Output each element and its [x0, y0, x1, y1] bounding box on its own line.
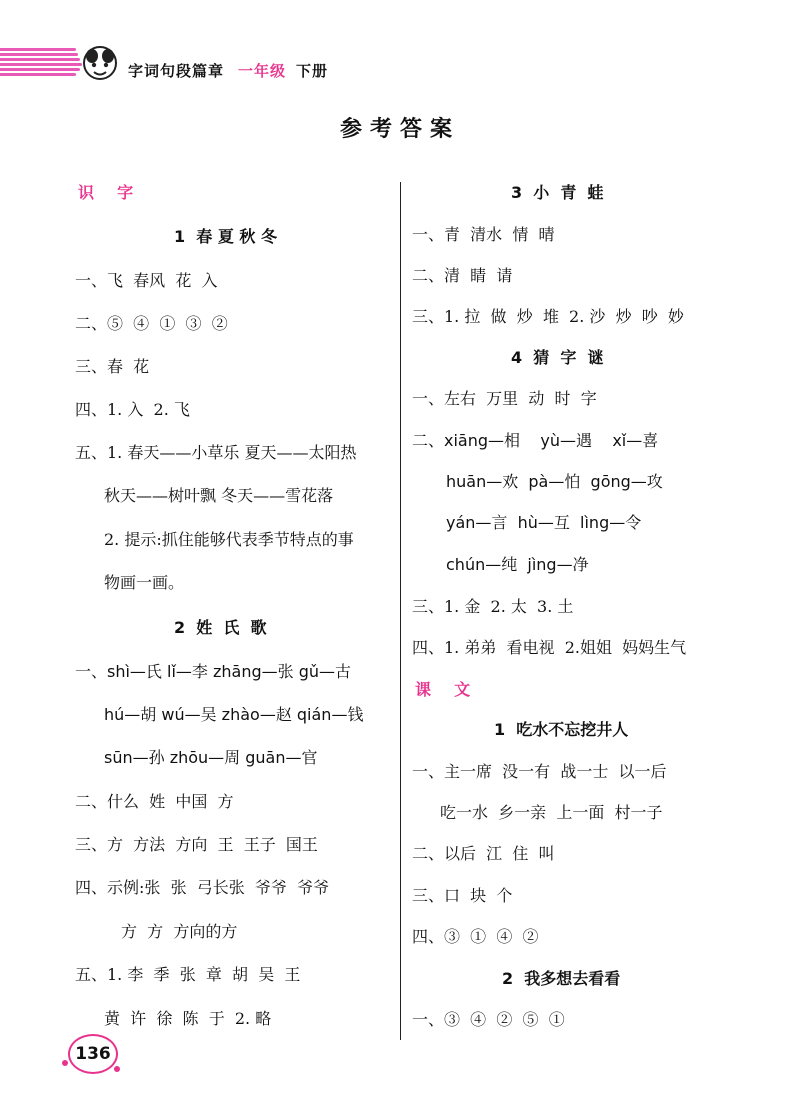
- answer-line: 五、1. 李 季 张 章 胡 吴 王: [75, 965, 301, 984]
- answer-line: 五、1. 春天——小草乐 夏天——太阳热: [75, 443, 357, 462]
- answer-line: 一、飞 春风 花 入: [75, 271, 218, 290]
- answer-line: hú—胡 wú—吴 zhào—赵 qián—钱: [104, 705, 364, 724]
- answer-line: 方 方 方向的方: [121, 922, 238, 941]
- answer-line: 四、示例:张 张 弓长张 爷爷 爷爷: [75, 878, 330, 897]
- answer-line: 三、1. 金 2. 太 3. 土: [412, 597, 574, 616]
- answer-line: huān—欢 pà—怕 gōng—攻: [446, 472, 663, 491]
- answer-line: 三、方 方法 方向 王 王子 国王: [75, 835, 318, 854]
- page-number-badge: [62, 1030, 126, 1080]
- answer-line: 一、shì—氏 lǐ—李 zhāng—张 gǔ—古: [75, 662, 352, 681]
- answer-line: 三、1. 拉 做 炒 堆 2. 沙 炒 吵 妙: [412, 307, 684, 326]
- answer-line: 一、青 清水 情 晴: [412, 225, 555, 244]
- header-decoration-stripes: [0, 48, 82, 82]
- answer-line: sūn—孙 zhōu—周 guān—官: [104, 748, 318, 767]
- answer-line: 四、③ ① ④ ②: [412, 927, 539, 946]
- answer-line: 二、清 睛 请: [412, 266, 513, 285]
- lesson-heading: 4 猜 字 谜: [511, 348, 604, 367]
- section-heading: 课 文: [415, 680, 475, 699]
- answer-line: 三、口 块 个: [412, 886, 513, 905]
- answer-line: 二、以后 江 住 叫: [412, 844, 555, 863]
- answer-line: yán—言 hù—互 lìng—令: [446, 513, 642, 532]
- answer-line: 一、左右 万里 动 时 字: [412, 389, 597, 408]
- lesson-heading: 3 小 青 蛙: [511, 183, 604, 202]
- page-title: 参考答案: [339, 116, 460, 142]
- column-divider: [400, 182, 401, 1040]
- decor-dot: [62, 1060, 68, 1066]
- lesson-heading: 2 姓 氏 歌: [174, 618, 267, 637]
- answer-line: 四、1. 入 2. 飞: [75, 400, 190, 419]
- book-grade: 一年级: [238, 62, 287, 80]
- answer-line: 四、1. 弟弟 看电视 2.姐姐 妈妈生气: [412, 638, 687, 657]
- answer-line: 秋天——树叶飘 冬天——雪花落: [104, 486, 334, 505]
- answer-line: 2. 提示:抓住能够代表季节特点的事: [104, 530, 354, 549]
- lesson-heading: 1 春 夏 秋 冬: [174, 227, 277, 246]
- answer-line: 三、春 花: [75, 357, 150, 376]
- answer-line: 二、什么 姓 中国 方: [75, 792, 234, 811]
- lesson-heading: 1 吃水不忘挖井人: [494, 720, 629, 739]
- answer-line: 黄 许 徐 陈 于 2. 略: [104, 1009, 272, 1028]
- book-series-title: 字词句段篇章: [128, 62, 225, 80]
- answer-line: 物画一画。: [104, 573, 185, 592]
- answer-line: chún—纯 jìng—净: [446, 555, 589, 574]
- decor-dot: [114, 1066, 120, 1072]
- book-header: [128, 60, 328, 81]
- answer-line: 二、xiāng—相 yù—遇 xǐ—喜: [412, 431, 659, 450]
- answer-line: 一、③ ④ ② ⑤ ①: [412, 1010, 565, 1029]
- answer-line: 吃一水 乡一亲 上一面 村一子: [440, 803, 663, 822]
- lesson-heading: 2 我多想去看看: [502, 969, 621, 988]
- book-term: 下册: [296, 62, 329, 80]
- page-number: 136: [75, 1044, 111, 1064]
- answer-line: 一、主一席 没一有 战一士 以一后: [412, 762, 667, 781]
- answer-line: 二、⑤ ④ ① ③ ②: [75, 314, 228, 333]
- section-heading: 识 字: [78, 183, 138, 202]
- mascot-icon: [78, 44, 122, 82]
